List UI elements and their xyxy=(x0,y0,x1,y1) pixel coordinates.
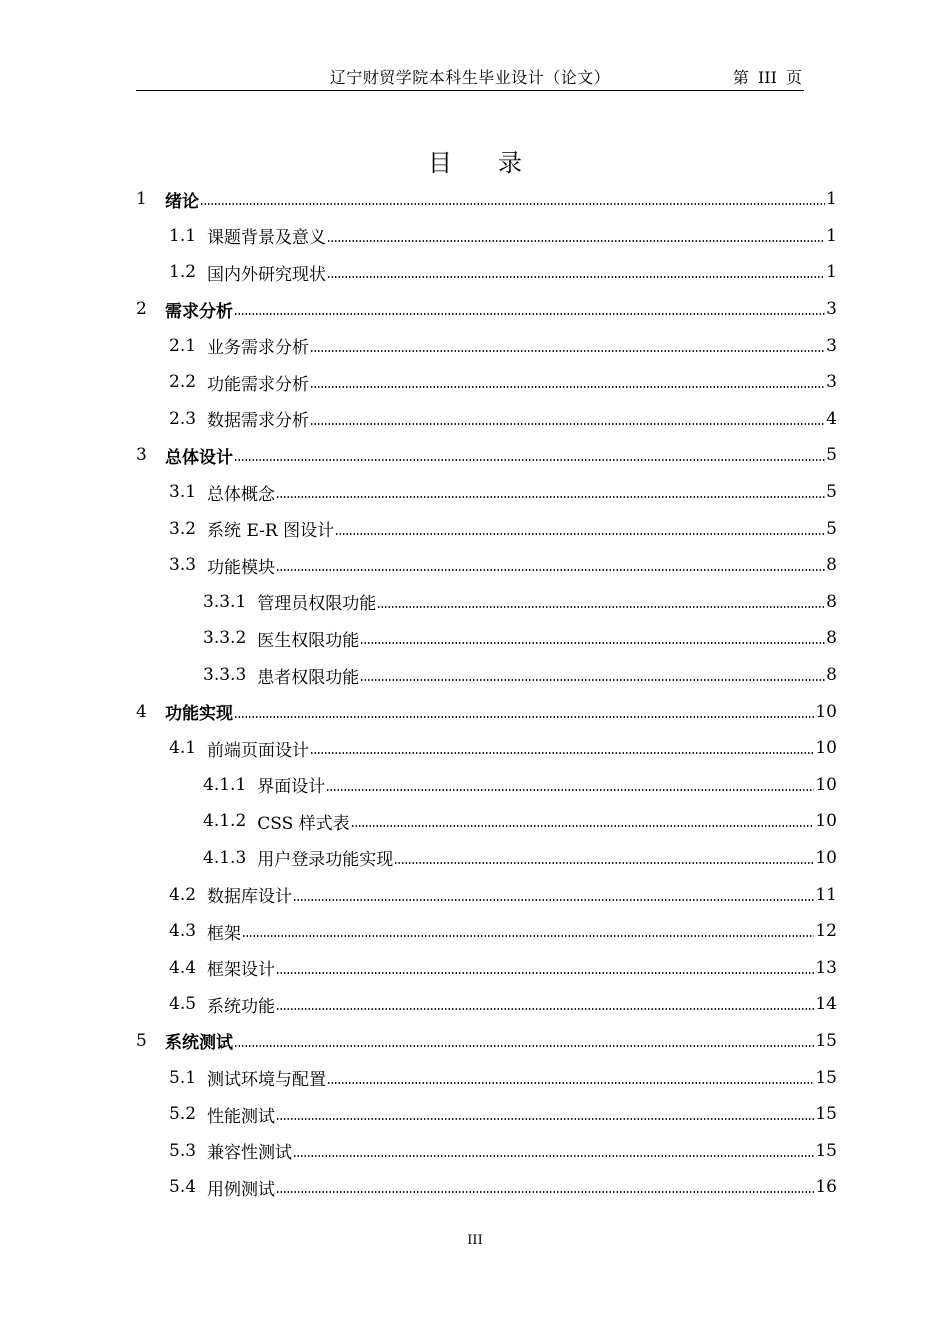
toc-entry-number: 4.1.3 xyxy=(203,847,247,868)
toc-entry-text: 绪论 xyxy=(165,191,199,212)
toc-entry-text: 前端页面设计 xyxy=(207,740,310,761)
toc-entry-number: 3.1 xyxy=(169,482,197,503)
toc-entry-number: 3.3 xyxy=(169,555,197,576)
toc-entry[interactable] xyxy=(136,840,837,877)
toc-entry-number: 4.2 xyxy=(169,884,197,905)
toc-entry[interactable] xyxy=(136,620,837,657)
toc-dot-leader xyxy=(234,459,825,461)
toc-dot-leader xyxy=(377,606,825,608)
toc-dot-leader xyxy=(335,533,825,535)
toc-entry-text: 数据库设计 xyxy=(207,887,293,908)
toc-dot-leader xyxy=(327,1082,814,1084)
toc-entry-page: 1 xyxy=(826,225,837,246)
toc-entry-page: 3 xyxy=(826,335,837,356)
toc-entry-text: CSS 样式表 xyxy=(257,813,350,834)
toc-dot-leader xyxy=(200,203,825,205)
toc-entry-page: 8 xyxy=(826,665,837,686)
toc-dot-leader xyxy=(327,276,825,278)
toc-entry-page: 4 xyxy=(826,408,837,429)
toc-entry[interactable] xyxy=(136,510,837,547)
page-header xyxy=(136,68,804,91)
toc-entry-text: 兼容性测试 xyxy=(207,1143,293,1164)
toc-dot-leader xyxy=(234,1045,814,1047)
toc-entry-text: 系统功能 xyxy=(207,996,276,1017)
toc-entry-page: 13 xyxy=(815,957,837,978)
table-of-contents xyxy=(136,181,837,1206)
toc-entry-number: 5.3 xyxy=(169,1140,197,1161)
toc-entry[interactable] xyxy=(136,803,837,840)
toc-entry-number: 3.3.1 xyxy=(203,591,247,612)
toc-entry-text: 课题背景及意义 xyxy=(207,228,327,249)
toc-entry-page: 10 xyxy=(815,811,837,832)
toc-entry-text: 功能模块 xyxy=(207,557,276,578)
toc-entry-number: 4.1.1 xyxy=(203,774,247,795)
toc-entry-text: 功能需求分析 xyxy=(207,374,310,395)
toc-entry-number: 4.1.2 xyxy=(203,811,247,832)
toc-entry-number: 3.3.2 xyxy=(203,628,247,649)
toc-entry-number: 1.1 xyxy=(169,225,197,246)
toc-entry-text: 性能测试 xyxy=(207,1106,276,1127)
toc-entry-number: 3 xyxy=(136,445,147,466)
toc-entry-page: 8 xyxy=(826,555,837,576)
toc-entry-number: 3.3.3 xyxy=(203,665,247,686)
toc-entry-number: 2.1 xyxy=(169,335,197,356)
toc-entry-page: 15 xyxy=(815,1140,837,1161)
toc-entry[interactable] xyxy=(136,547,837,584)
toc-entry-page: 1 xyxy=(826,262,837,283)
toc-entry[interactable] xyxy=(136,254,837,291)
toc-entry[interactable] xyxy=(136,364,837,401)
toc-dot-leader xyxy=(394,862,814,864)
toc-dot-leader xyxy=(310,350,825,352)
toc-entry-number: 2.3 xyxy=(169,408,197,429)
toc-entry-page: 12 xyxy=(815,921,837,942)
toc-entry[interactable] xyxy=(136,1059,837,1096)
toc-entry[interactable] xyxy=(136,767,837,804)
toc-dot-leader xyxy=(276,496,825,498)
toc-entry-page: 1 xyxy=(826,189,837,210)
toc-entry[interactable] xyxy=(136,876,837,913)
toc-entry-number: 4.3 xyxy=(169,921,197,942)
toc-dot-leader xyxy=(360,679,825,681)
toc-entry-number: 1.2 xyxy=(169,262,197,283)
toc-entry-number: 5 xyxy=(136,1030,147,1051)
toc-entry[interactable] xyxy=(136,730,837,767)
toc-entry[interactable] xyxy=(136,657,837,694)
toc-entry[interactable] xyxy=(136,327,837,364)
toc-entry-text: 总体概念 xyxy=(207,484,276,505)
toc-entry-page: 3 xyxy=(826,299,837,320)
toc-entry-number: 2.2 xyxy=(169,372,197,393)
footer-page-number: III xyxy=(467,1233,483,1248)
toc-entry[interactable] xyxy=(136,913,837,950)
toc-entry-page: 10 xyxy=(815,701,837,722)
toc-entry-page: 8 xyxy=(826,628,837,649)
toc-entry[interactable] xyxy=(136,584,837,621)
toc-entry[interactable] xyxy=(136,401,837,438)
toc-dot-leader xyxy=(327,240,825,242)
toc-entry[interactable] xyxy=(136,1096,837,1133)
toc-entry-text: 需求分析 xyxy=(165,301,233,322)
toc-entry-page: 10 xyxy=(815,738,837,759)
toc-entry[interactable] xyxy=(136,1169,837,1206)
toc-entry[interactable] xyxy=(136,181,837,218)
toc-entry-number: 2 xyxy=(136,299,147,320)
toc-entry-text: 管理员权限功能 xyxy=(257,594,377,615)
toc-dot-leader xyxy=(310,423,825,425)
toc-dot-leader xyxy=(310,752,814,754)
toc-entry[interactable] xyxy=(136,291,837,328)
toc-entry-number: 1 xyxy=(136,189,147,210)
toc-entry[interactable] xyxy=(136,474,837,511)
toc-entry-page: 5 xyxy=(826,445,837,466)
toc-entry-page: 10 xyxy=(815,774,837,795)
toc-dot-leader xyxy=(276,1008,814,1010)
toc-dot-leader xyxy=(351,825,815,827)
toc-entry-text: 界面设计 xyxy=(257,777,326,798)
toc-entry[interactable] xyxy=(136,986,837,1023)
toc-entry-number: 4.4 xyxy=(169,957,197,978)
toc-entry-text: 数据需求分析 xyxy=(207,411,310,432)
toc-entry-number: 4.1 xyxy=(169,738,197,759)
toc-entry-text: 业务需求分析 xyxy=(207,338,310,359)
toc-dot-leader xyxy=(293,899,814,901)
toc-dot-leader xyxy=(326,789,814,791)
toc-dot-leader xyxy=(276,1118,814,1120)
toc-entry[interactable] xyxy=(136,437,837,474)
toc-entry[interactable] xyxy=(136,1132,837,1169)
toc-entry-page: 5 xyxy=(826,518,837,539)
toc-entry-page: 5 xyxy=(826,482,837,503)
toc-entry-page: 15 xyxy=(815,1030,837,1051)
toc-entry-text: 用户登录功能实现 xyxy=(257,850,394,871)
toc-entry[interactable] xyxy=(136,949,837,986)
toc-entry-text: 患者权限功能 xyxy=(257,667,360,688)
toc-dot-leader xyxy=(276,569,825,571)
toc-entry[interactable] xyxy=(136,1023,837,1060)
toc-title: 目录 xyxy=(428,149,568,177)
toc-dot-leader xyxy=(293,1155,814,1157)
toc-entry-text: 框架 xyxy=(207,923,242,944)
toc-entry-page: 16 xyxy=(815,1177,837,1198)
toc-dot-leader xyxy=(310,386,825,388)
toc-entry-number: 4.5 xyxy=(169,994,197,1015)
toc-entry[interactable] xyxy=(136,218,837,255)
toc-entry-page: 10 xyxy=(815,847,837,868)
toc-entry-number: 3.2 xyxy=(169,518,197,539)
toc-entry-text: 框架设计 xyxy=(207,960,276,981)
toc-entry-text: 总体设计 xyxy=(165,447,233,468)
toc-dot-leader xyxy=(234,716,814,718)
toc-entry-number: 4 xyxy=(136,701,147,722)
toc-entry-text: 功能实现 xyxy=(165,704,233,725)
toc-entry-page: 15 xyxy=(815,1104,837,1125)
header-page-label: 第 III 页 xyxy=(732,68,802,87)
toc-entry-text: 测试环境与配置 xyxy=(207,1070,327,1091)
toc-entry-page: 15 xyxy=(815,1067,837,1088)
toc-entry[interactable] xyxy=(136,693,837,730)
toc-dot-leader xyxy=(276,1191,814,1193)
toc-dot-leader xyxy=(242,935,814,937)
toc-entry-page: 3 xyxy=(826,372,837,393)
toc-entry-page: 11 xyxy=(815,884,837,905)
toc-dot-leader xyxy=(360,642,825,644)
toc-entry-text: 系统 E-R 图设计 xyxy=(207,521,335,542)
toc-dot-leader xyxy=(234,313,825,315)
toc-entry-text: 国内外研究现状 xyxy=(207,264,327,285)
header-title: 辽宁财贸学院本科生毕业设计（论文） xyxy=(329,68,611,87)
toc-entry-page: 14 xyxy=(815,994,837,1015)
toc-entry-number: 5.1 xyxy=(169,1067,197,1088)
toc-entry-text: 医生权限功能 xyxy=(257,630,360,651)
toc-entry-text: 系统测试 xyxy=(165,1033,233,1054)
toc-entry-text: 用例测试 xyxy=(207,1179,276,1200)
toc-entry-page: 8 xyxy=(826,591,837,612)
toc-dot-leader xyxy=(276,972,814,974)
toc-entry-number: 5.4 xyxy=(169,1177,197,1198)
toc-entry-number: 5.2 xyxy=(169,1104,197,1125)
